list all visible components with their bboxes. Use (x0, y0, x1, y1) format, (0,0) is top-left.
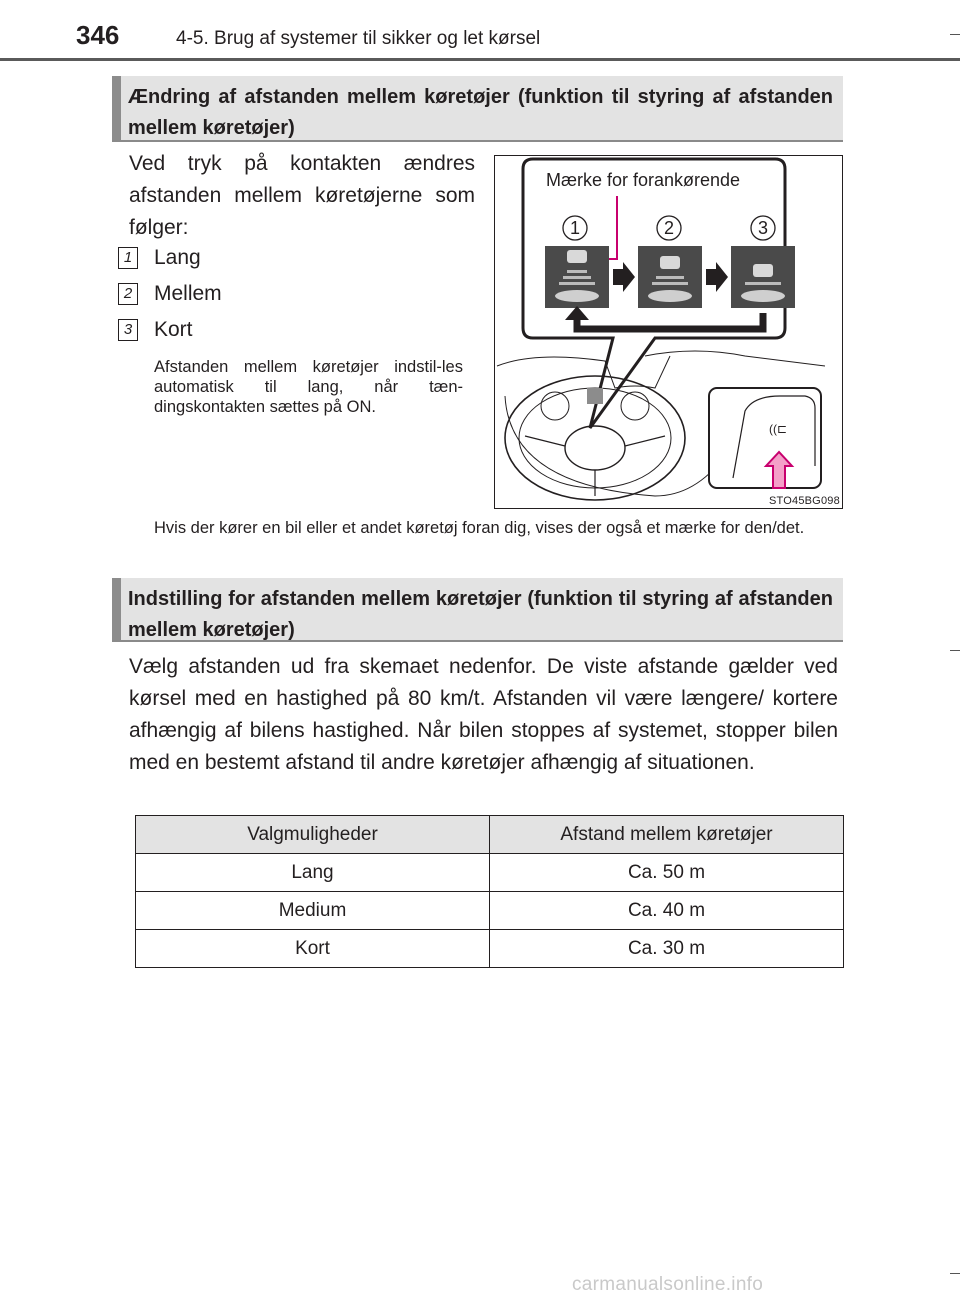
distance-switch-icon: ((⊏ (769, 422, 788, 436)
crop-mark (950, 650, 960, 651)
body-paragraph: Vælg afstanden ud fra skemaet nedenfor. De viste afstande gælder ved kørsel med en hastighed på 80 km/t. Afstanden vil være længere/ kortere afhængig af bilens hastighed. Når bilen stoppes af systemet, stopper bilen med en bestemt afstand til andre køretøjer afhængig af situationen. (129, 655, 838, 774)
table-row (136, 930, 844, 968)
figure-code: STO45BG098 (769, 495, 840, 507)
step-number-badge: 3 (118, 319, 138, 341)
section-heading-title: Ændring af afstanden mellem køretøjer (funktion til styring af afstanden mellem køretøjer) (128, 86, 833, 139)
watermark: carmanualsonline.info (572, 1274, 764, 1295)
table-header-row (136, 816, 844, 854)
step-circle-label: 2 (663, 218, 675, 238)
switch-inset (709, 388, 821, 488)
distance-display-short (731, 246, 795, 308)
step-number-badge: 1 (118, 247, 138, 269)
table-row (136, 892, 844, 930)
illustration-figure (494, 155, 843, 509)
section-heading-title: Indstilling for afstanden mellem køretøjer (funktion til styring af afstanden mellem køretøjer) (128, 588, 833, 641)
table-header-cell: Afstand mellem køretøjer (490, 816, 844, 854)
table-cell: Lang (136, 854, 490, 892)
note-paragraph: Afstanden mellem køretøjer indstil-les automatisk til lang, når tæn-dingskontakten sættes på ON. (154, 358, 463, 416)
table-cell: Medium (136, 892, 490, 930)
dashboard-illustration (495, 156, 843, 509)
note-paragraph-2: Hvis der kører en bil eller et andet køretøj foran dig, vises der også et mærke for den/det. (154, 519, 805, 537)
section-heading (112, 76, 843, 142)
distance-table (135, 815, 844, 968)
page-header (0, 0, 960, 64)
table-row (136, 854, 844, 892)
header-rule (0, 58, 960, 61)
table-header-cell: Valgmuligheder (136, 816, 490, 854)
distance-display-medium (638, 246, 702, 308)
section-heading-bar (112, 578, 121, 640)
step-number-badge: 2 (118, 283, 138, 305)
section-heading (112, 578, 843, 642)
list-item-label: Mellem (154, 282, 222, 305)
section-heading-bar (112, 76, 121, 140)
step-circle-label: 1 (569, 218, 581, 238)
figure-callout-label: Mærke for forankørende (546, 170, 741, 190)
crop-mark (950, 1273, 960, 1274)
table-cell: Kort (136, 930, 490, 968)
list-item-label: Kort (154, 318, 193, 341)
intro-paragraph: Ved tryk på kontakten ændres afstanden mellem køretøjerne som følger: (129, 152, 475, 239)
table-cell: Ca. 30 m (490, 930, 844, 968)
chapter-title: 4-5. Brug af systemer til sikker og let kørsel (176, 28, 541, 49)
step-circle-label: 3 (757, 218, 769, 238)
list-item-label: Lang (154, 246, 201, 269)
table-cell: Ca. 50 m (490, 854, 844, 892)
table-cell: Ca. 40 m (490, 892, 844, 930)
crop-mark (950, 34, 960, 35)
page-number: 346 (76, 20, 120, 50)
distance-display-long (545, 246, 609, 308)
